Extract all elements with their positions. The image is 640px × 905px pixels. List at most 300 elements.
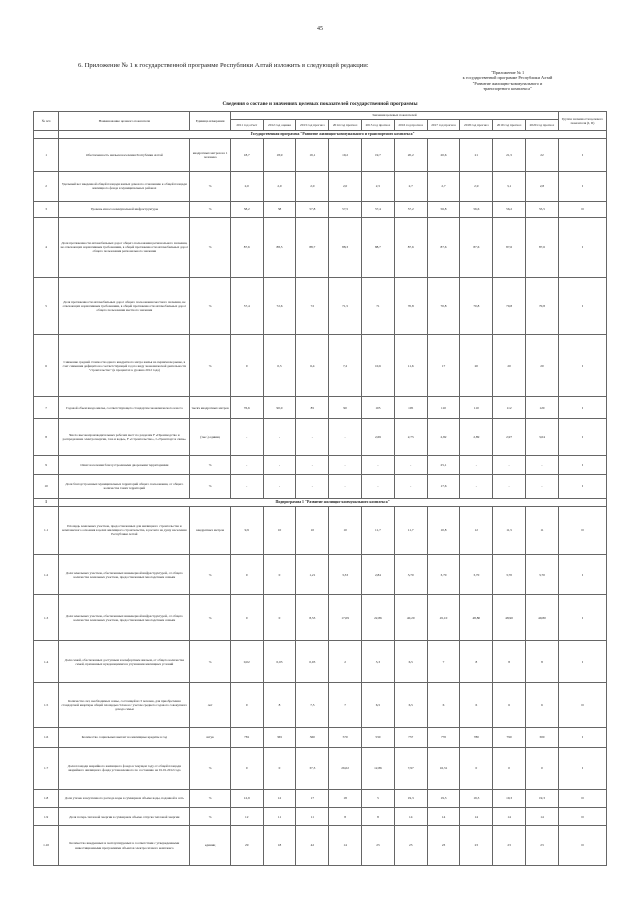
header-year: 2013 год прогноз [296, 119, 329, 130]
value-cell: 11,6 [394, 335, 427, 397]
significance-group: I [558, 171, 606, 201]
row-num: 1.2 [34, 555, 59, 595]
significance-group: I [558, 747, 606, 789]
row-num: 6 [34, 335, 59, 397]
value-cell: 3,04 [526, 419, 559, 455]
table-row [34, 277, 607, 334]
value-cell: 0 [263, 747, 296, 789]
value-cell: 110 [460, 397, 493, 419]
unit: единиц [190, 826, 230, 866]
value-cell: 87,6 [526, 218, 559, 278]
value-cell: 55,5 [526, 201, 559, 218]
unit: % [190, 335, 230, 397]
unit: % [190, 171, 230, 201]
value-cell: 0,03 [263, 641, 296, 683]
value-cell: 0 [526, 747, 559, 789]
value-cell: 7,97 [394, 747, 427, 789]
value-cell: 11,7 [394, 506, 427, 555]
value-cell: 2,0 [230, 171, 263, 201]
unit: % [190, 277, 230, 334]
value-cell: 17,09 [329, 595, 362, 641]
value-cell: 20 [460, 335, 493, 397]
value-cell: 19,3 [526, 789, 559, 808]
unit: % [190, 789, 230, 808]
value-cell: 70,8 [493, 277, 526, 334]
indicator-name: Доля семей, обеспеченных доступным и комфортным жильем, от общего количества семей, признанных нуждающимися в улучшении жилищных условий [59, 641, 190, 683]
value-cell: 11 [263, 808, 296, 826]
value-cell: 25,1 [427, 455, 460, 474]
value-cell: 2,8 [526, 171, 559, 201]
value-cell: - [460, 455, 493, 474]
value-cell: 19,7 [362, 138, 395, 171]
table-row [34, 826, 607, 866]
value-cell: 23 [394, 826, 427, 866]
value-cell: 12,9 [230, 789, 263, 808]
value-cell: 7,5 [296, 683, 329, 727]
value-cell: 6,5 [394, 641, 427, 683]
unit: (тыс.) единиц [190, 419, 230, 455]
significance-group: I [558, 397, 606, 419]
value-cell: 8 [526, 641, 559, 683]
row-num: 1.3 [34, 595, 59, 641]
value-cell: 790 [493, 727, 526, 747]
value-cell: 57,2 [394, 201, 427, 218]
significance-group: I [558, 455, 606, 474]
value-cell: - [230, 455, 263, 474]
value-cell: 300 [526, 727, 559, 747]
value-cell: 23 [362, 826, 395, 866]
table-row [34, 506, 607, 555]
indicator-name: Доля площади аварийного жилищного фонда в текущем году от общей площади аварийного жилищного фонда установленного по состоянию на 01.01.2012 года [59, 747, 190, 789]
unit: % [190, 808, 230, 826]
value-cell: 2,84 [362, 555, 395, 595]
table-row [34, 138, 607, 171]
value-cell: 71,5 [329, 277, 362, 334]
header-values-group: Значения целевых показателей [230, 112, 558, 120]
value-cell: 0 [460, 747, 493, 789]
indicator-name: Доля благоустроенных муниципальных территорий общего пользования, от общего количества таких территорий [59, 474, 190, 498]
table-title: Сведения о составе и значениях целевых показателей государственной программы [222, 101, 418, 107]
table-row [34, 335, 607, 397]
significance-group: II [558, 201, 606, 218]
value-cell: 8 [263, 683, 296, 727]
value-cell: 19,3 [460, 789, 493, 808]
value-cell: 2,5 [362, 171, 395, 201]
value-cell: 21,5 [493, 138, 526, 171]
value-cell: 56,8 [427, 201, 460, 218]
value-cell: 17 [427, 335, 460, 397]
significance-group: I [558, 641, 606, 683]
value-cell: 88,3 [329, 218, 362, 278]
unit: штук [190, 727, 230, 747]
unit: лет [190, 683, 230, 727]
value-cell: 58,2 [230, 201, 263, 218]
indicator-name: Доля протяженности автомобильных дорог общего пользования местного значения, не отвечающих нормативным требованиям, в общей протяженности автомобильных дорог общего пользования местного значения [59, 277, 190, 334]
unit: % [190, 218, 230, 278]
row-num: 9 [34, 455, 59, 474]
table-row [34, 201, 607, 218]
significance-group: II [558, 506, 606, 555]
value-cell: 18 [329, 789, 362, 808]
value-cell: 110 [427, 397, 460, 419]
significance-group: I [558, 419, 606, 455]
value-cell: - [493, 455, 526, 474]
indicator-name: Удельный вес введенной общей площади жилых домов по отношению к общей площади жилищного фонда в муниципальных районах [59, 171, 190, 201]
value-cell: 12 [460, 506, 493, 555]
value-cell: - [263, 419, 296, 455]
indicator-name: Доля протяженности автомобильных дорог общего пользования регионального значения, не отвечающих нормативным требованиям, в общей протяженности автомобильных дорог общего пользования регионального значения [59, 218, 190, 278]
indicator-name: Доля земельных участков, обеспеченных инженерной инфраструктурой, от общего количества земельных участков, предоставленных многодетным семьям [59, 595, 190, 641]
value-cell: 2,0 [296, 171, 329, 201]
significance-group: I [558, 277, 606, 334]
value-cell: 9,9 [230, 506, 263, 555]
value-cell: 8 [329, 808, 362, 826]
table-row [34, 419, 607, 455]
value-cell: 5 [362, 789, 395, 808]
value-cell: 8,53 [296, 595, 329, 641]
value-cell: 14 [526, 808, 559, 826]
indicator-name: Количество лет, необходимых семье, состоящей из 3 человек, для приобретения стандартной квартиры общей площадью 54 кв.м с учетом среднего годового совокупного дохода семьи [59, 683, 190, 727]
value-cell: 58 [263, 201, 296, 218]
value-cell: 16,31 [427, 747, 460, 789]
header-year: 2011 год отчет [230, 119, 263, 130]
significance-group: II [558, 683, 606, 727]
indicator-name: Доля потерь тепловой энергии в суммарном объеме отпуска тепловой энергии [59, 808, 190, 826]
value-cell: 19,3 [493, 789, 526, 808]
value-cell: - [526, 474, 559, 498]
value-cell: - [526, 455, 559, 474]
value-cell: 23 [526, 826, 559, 866]
value-cell: 8 [362, 808, 395, 826]
table-row [34, 474, 607, 498]
table-row [34, 397, 607, 419]
value-cell: 10 [263, 506, 296, 555]
value-cell: 780 [460, 727, 493, 747]
value-cell: 12,86 [362, 747, 395, 789]
value-cell: 85 [296, 397, 329, 419]
value-cell: 11 [296, 808, 329, 826]
table-row [34, 555, 607, 595]
value-cell: - [394, 455, 427, 474]
value-cell: 6,5 [362, 683, 395, 727]
table-row [34, 808, 607, 826]
value-cell: 71 [362, 277, 395, 334]
value-cell: 72,6 [263, 277, 296, 334]
value-cell: - [362, 455, 395, 474]
value-cell: 90,0 [263, 397, 296, 419]
value-cell: 112 [493, 397, 526, 419]
value-cell: 570 [329, 727, 362, 747]
header-name: Наименование целевого показателя [59, 112, 190, 131]
value-cell: 18 [263, 826, 296, 866]
indicator-name: Охват населения благоустроенными дворовыми территориями [59, 455, 190, 474]
value-cell: 76,6 [230, 397, 263, 419]
value-cell: 87,6 [230, 218, 263, 278]
value-cell: 57,5 [329, 201, 362, 218]
unit: тысяч квадратных метров [190, 397, 230, 419]
value-cell: 6 [460, 683, 493, 727]
value-cell: 770 [427, 727, 460, 747]
unit: квадратных метров [190, 506, 230, 555]
value-cell: 14 [493, 808, 526, 826]
value-cell: - [394, 474, 427, 498]
value-cell: 6,4 [296, 335, 329, 397]
value-cell: 3,33 [329, 555, 362, 595]
significance-group: II [558, 808, 606, 826]
indicator-name: Снижение средней стоимости одного квадратного метра жилья на первичном рынке, в счет снижения дефицита на соответствующей год по виду экономической деятельности "строительство" (в процентах к уровню 2012 года) [59, 335, 190, 397]
value-cell: 19,3 [427, 789, 460, 808]
indicator-name: Доля утечек и неучтенного расхода воды в суммарном объеме воды, поданной в сеть [59, 789, 190, 808]
value-cell: 105 [394, 397, 427, 419]
value-cell: 3,70 [394, 555, 427, 595]
appendix-line: "Развитие жилищно-коммунального и [472, 80, 543, 86]
value-cell: 0 [263, 595, 296, 641]
value-cell: - [329, 419, 362, 455]
value-cell: 1,21 [296, 555, 329, 595]
value-cell: 7 [427, 641, 460, 683]
value-cell: 8 [460, 641, 493, 683]
subprogram-row [34, 498, 607, 506]
value-cell: 6 [493, 683, 526, 727]
significance-group: I [558, 595, 606, 641]
value-cell: - [263, 455, 296, 474]
value-cell: 3,70 [427, 555, 460, 595]
row-num: 10 [34, 474, 59, 498]
value-cell: 10 [296, 506, 329, 555]
subprogram-title: Подпрограмма 1 "Развитие жилищно-коммунального комплекса" [59, 498, 607, 506]
value-cell: 70,8 [460, 277, 493, 334]
value-cell: 6 [526, 683, 559, 727]
value-cell: 2,69 [362, 419, 395, 455]
appendix-line: к государственной программе Республики Алтай [462, 75, 553, 81]
row-num: 1 [34, 138, 59, 171]
value-cell: 7 [329, 683, 362, 727]
value-cell: 19,2 [329, 138, 362, 171]
row-num: 1.6 [34, 727, 59, 747]
unit: % [190, 201, 230, 218]
value-cell: 2,82 [427, 419, 460, 455]
value-cell: 3,70 [493, 555, 526, 595]
indicator-name: Число высокопроизводительных рабочих мест по разделам F «Производство и распределение электроэнергии, газа и воды», F «Строительство», I «Транспорт и связь» [59, 419, 190, 455]
value-cell: - [296, 419, 329, 455]
value-cell: 48,90 [493, 595, 526, 641]
row-num: 1.7 [34, 747, 59, 789]
value-cell: 17,6 [427, 474, 460, 498]
value-cell: 14 [329, 826, 362, 866]
value-cell: 14 [460, 808, 493, 826]
value-cell: 0 [230, 683, 263, 727]
header-year: 2012 год оценка [263, 119, 296, 130]
appendix-reference [420, 70, 595, 91]
header-num: № п/п [34, 112, 59, 131]
table-row [34, 683, 607, 727]
table-row [34, 641, 607, 683]
value-cell: 49,80 [526, 595, 559, 641]
appendix-line: "Приложение № 1 [490, 70, 525, 75]
value-cell: 0,02 [230, 641, 263, 683]
significance-group: I [558, 555, 606, 595]
value-cell: 2,0 [329, 171, 362, 201]
indicator-name: Площадь земельных участков, предоставленных для жилищного строительства и комплексного освоения в целях жилищного строительства, в расчете на душу населения Республики Алтай [59, 506, 190, 555]
row-num: 1.8 [34, 789, 59, 808]
row-num: 1.9 [34, 808, 59, 826]
value-cell: 88,7 [362, 218, 395, 278]
unit: % [190, 747, 230, 789]
value-cell: 23 [460, 826, 493, 866]
value-cell: - [230, 474, 263, 498]
value-cell: 37,3 [296, 747, 329, 789]
value-cell: 105 [362, 397, 395, 419]
value-cell: 10 [329, 506, 362, 555]
value-cell: 22,86 [362, 595, 395, 641]
value-cell: 70,8 [394, 277, 427, 334]
value-cell: 88,7 [296, 218, 329, 278]
value-cell: 530 [362, 727, 395, 747]
unit: % [190, 474, 230, 498]
value-cell: 45,10 [427, 595, 460, 641]
table-row [34, 747, 607, 789]
value-cell: - [329, 474, 362, 498]
significance-group: I [558, 474, 606, 498]
value-cell: 42 [296, 826, 329, 866]
table-row [34, 218, 607, 278]
header-year: 2015 год прогноз [362, 119, 395, 130]
value-cell: 56,6 [460, 201, 493, 218]
value-cell: 781 [230, 727, 263, 747]
indicators-table [33, 111, 607, 866]
row-num: 5 [34, 277, 59, 334]
indicator-name: Годовой объем ввода жилья, соответствующего стандартам экономического класса [59, 397, 190, 419]
table-row [34, 727, 607, 747]
value-cell: 2,7 [394, 171, 427, 201]
value-cell: 2 [329, 641, 362, 683]
value-cell: 17 [296, 789, 329, 808]
value-cell: 2,97 [493, 419, 526, 455]
value-cell: 12 [263, 789, 296, 808]
value-cell: 757 [394, 727, 427, 747]
value-cell: 57,8 [296, 201, 329, 218]
indicator-name: Количество внедренных и эксплуатируемых в соответствии с утвержденными инвестиционными программами объектов электросетевого комплекса [59, 826, 190, 866]
value-cell: 29 [230, 826, 263, 866]
row-num: 1.5 [34, 683, 59, 727]
value-cell: 90 [329, 397, 362, 419]
indicator-name: Обеспеченность жильем населения Республики Алтай [59, 138, 190, 171]
value-cell: 2,0 [263, 171, 296, 201]
value-cell: 120 [526, 397, 559, 419]
header-year: 2014 год прогноз [329, 119, 362, 130]
value-cell: 21 [460, 138, 493, 171]
value-cell: 26,02 [329, 747, 362, 789]
significance-group: I [558, 138, 606, 171]
row-num: 1.4 [34, 641, 59, 683]
page-number: 45 [317, 26, 323, 32]
value-cell: 19,3 [394, 789, 427, 808]
value-cell: 6 [427, 683, 460, 727]
value-cell: 20,2 [394, 138, 427, 171]
value-cell: 20,6 [427, 138, 460, 171]
value-cell: 87,6 [493, 218, 526, 278]
value-cell: 0 [230, 335, 263, 397]
header-group: Группа значимости целевого показателя (I, II) [558, 112, 606, 131]
unit: % [190, 641, 230, 683]
row-num: 1.10 [34, 826, 59, 866]
program-num [34, 130, 59, 138]
table-row [34, 595, 607, 641]
header-year: 2018 год прогноз [460, 119, 493, 130]
value-cell: - [296, 474, 329, 498]
unit: % [190, 595, 230, 641]
value-cell: 0,03 [296, 641, 329, 683]
value-cell: 11,7 [362, 506, 395, 555]
value-cell: 11,5 [493, 506, 526, 555]
value-cell: 18,7 [230, 138, 263, 171]
value-cell: 3,70 [526, 555, 559, 595]
value-cell: - [460, 474, 493, 498]
value-cell: 12 [230, 808, 263, 826]
header-year: 2019 год прогноз [493, 119, 526, 130]
value-cell: 0 [493, 747, 526, 789]
value-cell: 2,7 [427, 171, 460, 201]
indicator-name: Количество социальных выплат на жилищные кредиты в год [59, 727, 190, 747]
header-year: 2017 год прогноз [427, 119, 460, 130]
value-cell: 8 [493, 641, 526, 683]
unit: % [190, 455, 230, 474]
value-cell: 10,8 [427, 506, 460, 555]
value-cell: 19,1 [296, 138, 329, 171]
value-cell: 11 [526, 506, 559, 555]
significance-group: II [558, 789, 606, 808]
value-cell: 0,5 [263, 335, 296, 397]
value-cell: 10,6 [362, 335, 395, 397]
value-cell: 7,2 [329, 335, 362, 397]
value-cell: 3,1 [493, 171, 526, 201]
value-cell: 3,3 [362, 641, 395, 683]
value-cell: 3,70 [460, 555, 493, 595]
value-cell: 14 [394, 808, 427, 826]
value-cell: - [296, 455, 329, 474]
unit: % [190, 555, 230, 595]
row-num: 3 [34, 201, 59, 218]
value-cell: 6,5 [394, 683, 427, 727]
table-row [34, 789, 607, 808]
value-cell: 23 [427, 826, 460, 866]
appendix-line: транспортного комплекса" [483, 85, 532, 91]
value-cell: 0 [230, 747, 263, 789]
value-cell: 87,6 [394, 218, 427, 278]
table-row [34, 171, 607, 201]
header-year: 2016 год прогноз [394, 119, 427, 130]
value-cell: 20 [493, 335, 526, 397]
value-cell: 57,4 [230, 277, 263, 334]
row-num: 2 [34, 171, 59, 201]
significance-group: II [558, 826, 606, 866]
indicator-name: Уровень износа коммунальной инфраструктуры [59, 201, 190, 218]
value-cell: 365 [263, 727, 296, 747]
row-num: 1.1 [34, 506, 59, 555]
value-cell: 88,5 [263, 218, 296, 278]
header-year: 2020 год прогноз [526, 119, 559, 130]
value-cell: 23 [493, 826, 526, 866]
significance-group: I [558, 727, 606, 747]
header-unit: Единица измерения [190, 112, 230, 131]
value-cell: 40,20 [394, 595, 427, 641]
significance-group: I [558, 218, 606, 278]
value-cell: 87,6 [427, 218, 460, 278]
value-cell: 2,9 [460, 171, 493, 201]
value-cell: - [230, 419, 263, 455]
value-cell: 0 [230, 595, 263, 641]
value-cell: - [493, 474, 526, 498]
